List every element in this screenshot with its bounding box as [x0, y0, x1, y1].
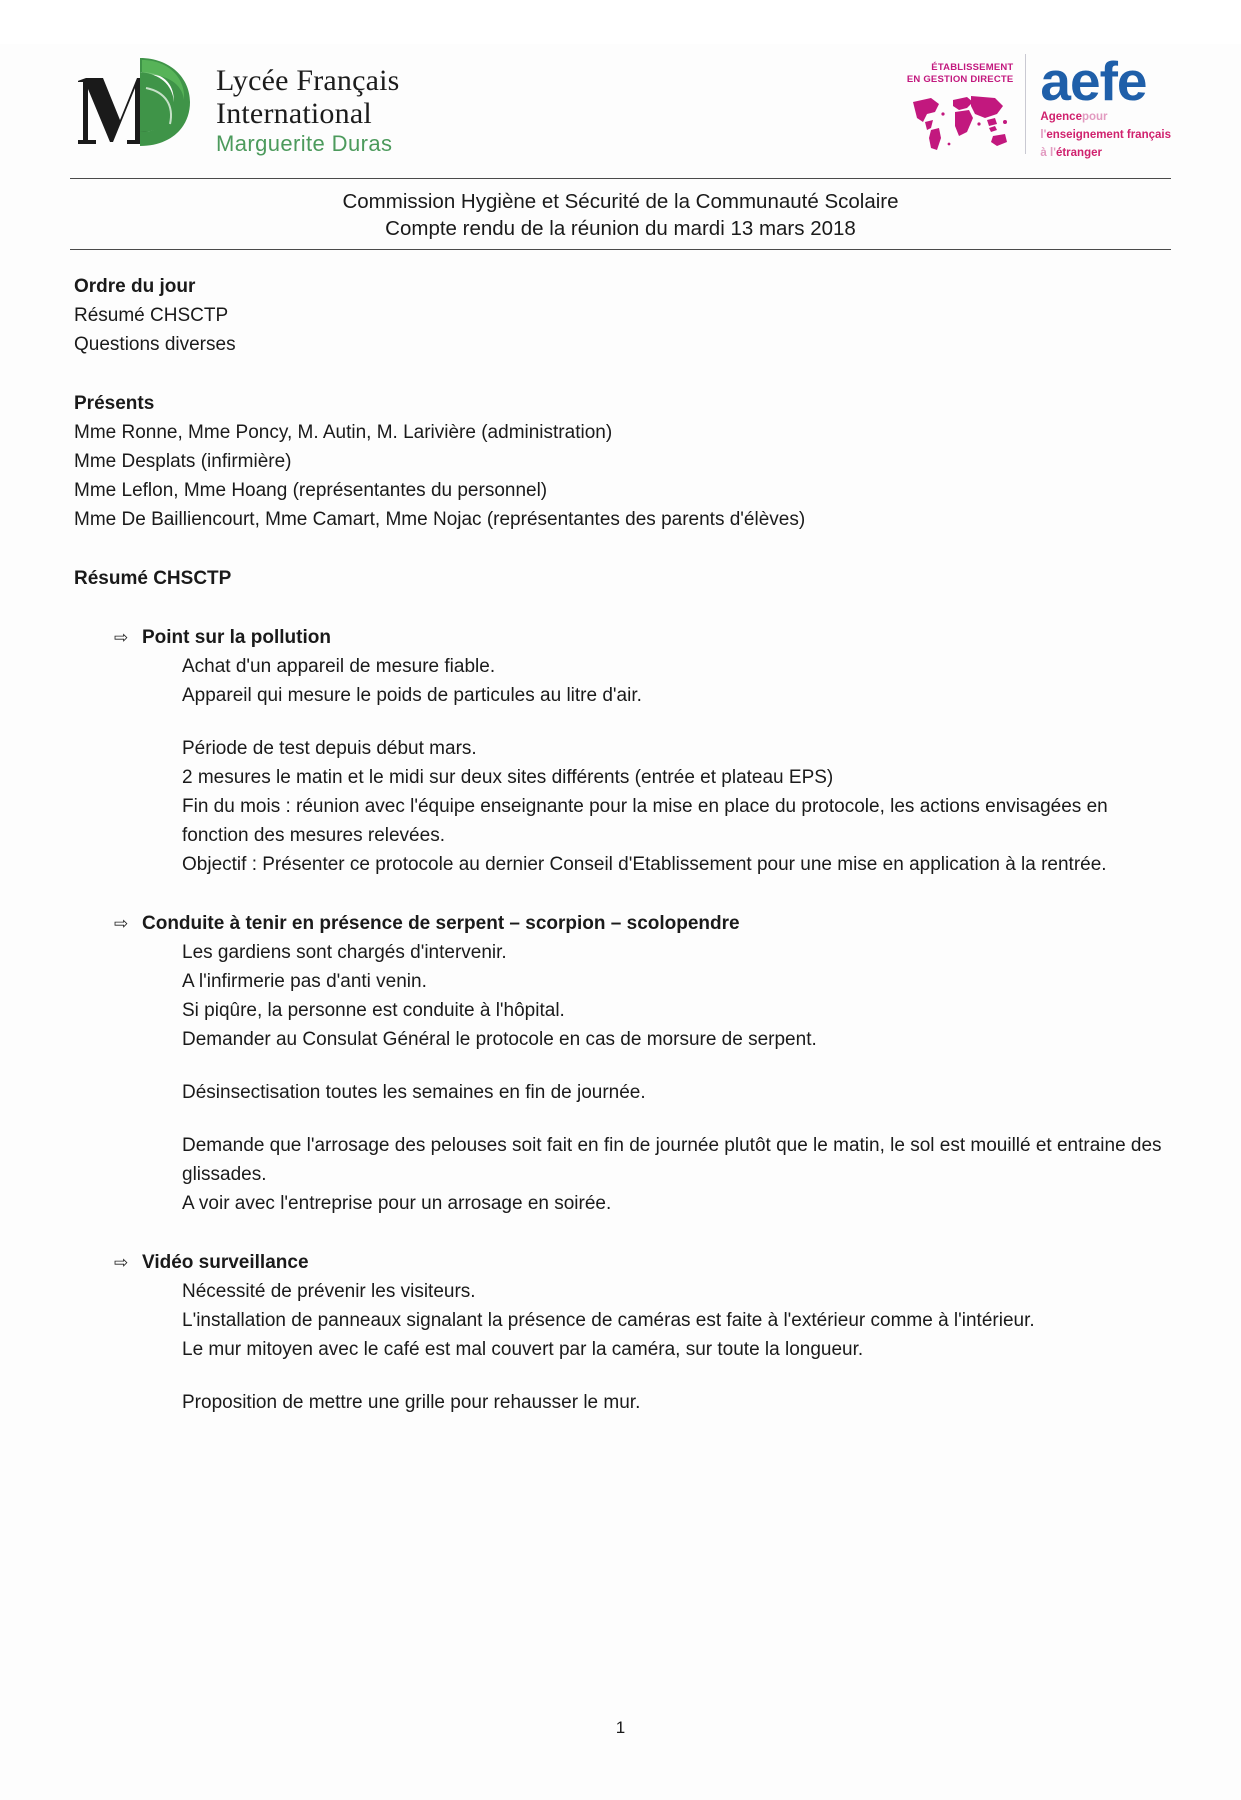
egd-line1: ÉTABLISSEMENT	[931, 62, 1014, 73]
pollution-b1-l3: Objectif : Présenter ce protocole au dernier Conseil d'Etablissement pour une mise en application à la rentrée.	[182, 854, 1107, 875]
title-line1: Commission Hygiène et Sécurité de la Communauté Scolaire	[342, 190, 899, 213]
section-title-video: Vidéo surveillance	[142, 1252, 309, 1273]
school-name-line2: International	[216, 97, 372, 130]
spacer	[182, 1054, 1167, 1078]
aefe-tagline-line3	[1040, 146, 1171, 160]
school-logo	[78, 48, 400, 157]
egd-line2: EN GESTION DIRECTE	[906, 74, 1014, 85]
aefe-tagline-a-l: à l'	[1040, 147, 1056, 159]
agenda-item-0: Résumé CHSCTP	[74, 305, 229, 326]
aefe-logo	[906, 50, 1171, 160]
spacer	[74, 879, 1167, 909]
agenda-heading: Ordre du jour	[74, 276, 196, 297]
serpent-b2-l0: Demande que l'arrosage des pelouses soit fait en fin de journée plutôt que le matin, le sol est mouillé et entraine des glissades.	[182, 1135, 1162, 1185]
aefe-tagline-etranger: étranger	[1055, 147, 1102, 159]
serpent-b0-l3: Demander au Consulat Général le protocole en cas de morsure de serpent.	[182, 1029, 817, 1050]
aefe-tagline-l: l'	[1040, 129, 1047, 141]
aefe-wordmark: aefe	[1040, 50, 1147, 112]
section-body-serpent	[182, 938, 1167, 1218]
right-arrow-icon: ⇨	[114, 628, 129, 647]
spacer	[182, 1107, 1167, 1131]
document-title	[0, 179, 1241, 249]
spacer	[74, 593, 1167, 623]
title-rule-bottom	[70, 249, 1171, 250]
right-arrow-icon: ⇨	[114, 914, 129, 933]
spacer	[182, 710, 1167, 734]
pollution-b0-l1: Appareil qui mesure le poids de particules au litre d'air.	[182, 685, 642, 706]
pollution-b0-l0: Achat d'un appareil de mesure fiable.	[182, 656, 496, 677]
spacer	[182, 1364, 1167, 1388]
etablissement-gestion-directe-block	[906, 54, 1026, 154]
section-title-serpent: Conduite à tenir en présence de serpent – scorpion – scolopendre	[142, 913, 740, 934]
world-map-icon	[906, 92, 1013, 154]
summary-section-serpent	[114, 909, 1167, 1218]
pollution-b1-l0: Période de test depuis début mars.	[182, 738, 477, 759]
spacer	[74, 1218, 1167, 1248]
document-header	[0, 44, 1241, 172]
attendees-line-2: Mme Leflon, Mme Hoang (représentantes du personnel)	[74, 480, 548, 501]
school-name-line1: Lycée Français	[216, 64, 400, 97]
right-arrow-icon: ⇨	[114, 1253, 129, 1272]
aefe-wordmark-block	[1040, 50, 1171, 160]
serpent-b0-l2: Si piqûre, la personne est conduite à l'hôpital.	[182, 1000, 565, 1021]
serpent-b0-l0: Les gardiens sont chargés d'intervenir.	[182, 942, 507, 963]
document-page	[0, 44, 1241, 1800]
title-line2: Compte rendu de la réunion du mardi 13 mars 2018	[385, 217, 856, 240]
md-monogram-icon	[78, 48, 208, 152]
video-b0-l1: L'installation de panneaux signalant la présence de caméras est faite à l'extérieur comme à l'intérieur.	[182, 1310, 1035, 1331]
aefe-tagline-line2	[1040, 128, 1171, 142]
video-b0-l0: Nécessité de prévenir les visiteurs.	[182, 1281, 476, 1302]
document-body	[0, 272, 1241, 1417]
spacer	[74, 534, 1167, 564]
page-number: 1	[615, 1718, 626, 1737]
attendees-line-1: Mme Desplats (infirmière)	[74, 451, 292, 472]
section-body-pollution	[182, 652, 1167, 879]
video-b1-l0: Proposition de mettre une grille pour rehausser le mur.	[182, 1392, 641, 1413]
school-name-line3: Marguerite Duras	[216, 131, 393, 156]
spacer	[74, 359, 1167, 389]
serpent-b0-l1: A l'infirmerie pas d'anti venin.	[182, 971, 427, 992]
aefe-tagline-enseignement: enseignement français	[1046, 129, 1171, 141]
aefe-tagline-pour: pour	[1081, 111, 1108, 123]
agenda-item-1: Questions diverses	[74, 334, 236, 355]
summary-section-video	[114, 1248, 1167, 1417]
section-body-video	[182, 1277, 1167, 1417]
attendees-heading: Présents	[74, 393, 155, 414]
video-b0-l2: Le mur mitoyen avec le café est mal couvert par la caméra, sur toute la longueur.	[182, 1339, 864, 1360]
aefe-tagline-line1	[1040, 110, 1171, 124]
serpent-b2-l1: A voir avec l'entreprise pour un arrosage en soirée.	[182, 1193, 612, 1214]
serpent-b1-l0: Désinsectisation toutes les semaines en fin de journée.	[182, 1082, 646, 1103]
summary-heading: Résumé CHSCTP	[74, 568, 232, 589]
aefe-tagline-agence: Agence	[1040, 111, 1082, 123]
attendees-line-0: Mme Ronne, Mme Poncy, M. Autin, M. Larivière (administration)	[74, 422, 613, 443]
summary-section-pollution	[114, 623, 1167, 879]
attendees-line-3: Mme De Bailliencourt, Mme Camart, Mme Nojac (représentantes des parents d'élèves)	[74, 509, 806, 530]
section-title-pollution: Point sur la pollution	[142, 627, 331, 648]
pollution-b1-l2: Fin du mois : réunion avec l'équipe enseignante pour la mise en place du protocole, les actions envisagées en fonction des mesures relevées.	[182, 796, 1108, 846]
pollution-b1-l1: 2 mesures le matin et le midi sur deux sites différents (entrée et plateau EPS)	[182, 767, 834, 788]
